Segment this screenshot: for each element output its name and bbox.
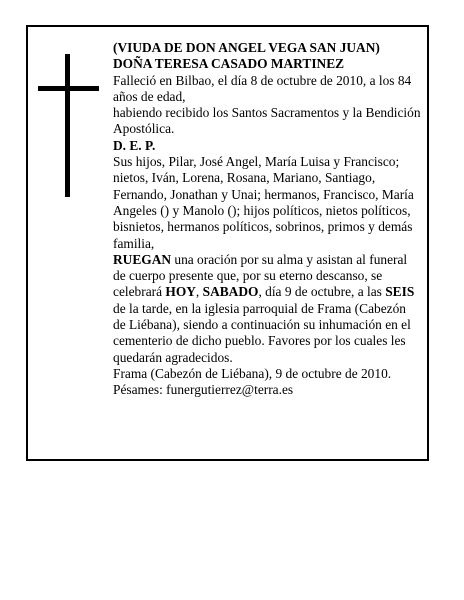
dep-line: D. E. P.	[113, 137, 156, 153]
obituary-text	[113, 40, 421, 399]
cross-icon-bar	[38, 86, 99, 91]
family-list: Sus hijos, Pilar, José Angel, María Luisa y Francisco; nietos, Iván, Lorena, Rosana, Mariano, Santiago, Fernando, Jonathan y Unai; hermanos, Francisco, María Angeles () y Manolo (); hijos políticos, nietos políticos, bisnietos, hermanos políticos, sobrinos, primos y demás familia,	[113, 154, 414, 251]
death-info: Falleció en Bilbao, el día 8 de octubre de 2010, a los 84 años de edad,	[113, 72, 412, 104]
request-text-1: una oración por su alma y asistan al funeral de cuerpo presente que, por su eterno descanso, se celebrará	[113, 251, 408, 300]
request-text-2: , día 9 de octubre, a las	[258, 284, 386, 300]
hoy-word: HOY	[165, 284, 196, 300]
request-text-3: de la tarde, en la iglesia parroquial de Frama (Cabezón de Liébana), siendo a continuación su inhumación en el cementerio de dicho pueblo. Favores por los cuales les quedarán agradecidos.	[113, 300, 411, 365]
request-separator: ,	[195, 284, 203, 300]
place-date: Frama (Cabezón de Liébana), 9 de octubre de 2010.	[113, 365, 392, 381]
ruegan-word: RUEGAN	[113, 251, 172, 267]
widow-line: (VIUDA DE DON ANGEL VEGA SAN JUAN)	[113, 40, 380, 55]
deceased-name: DOÑA TERESA CASADO MARTINEZ	[113, 56, 345, 72]
sabado-word: SABADO	[202, 284, 259, 300]
cross-icon	[65, 54, 70, 197]
condolences-line: Pésames: funergutierrez@terra.es	[113, 382, 294, 398]
seis-word: SEIS	[385, 284, 415, 300]
funeral-request	[113, 252, 421, 366]
sacraments-line: habiendo recibido los Santos Sacramentos y la Bendición Apostólica.	[113, 105, 421, 137]
